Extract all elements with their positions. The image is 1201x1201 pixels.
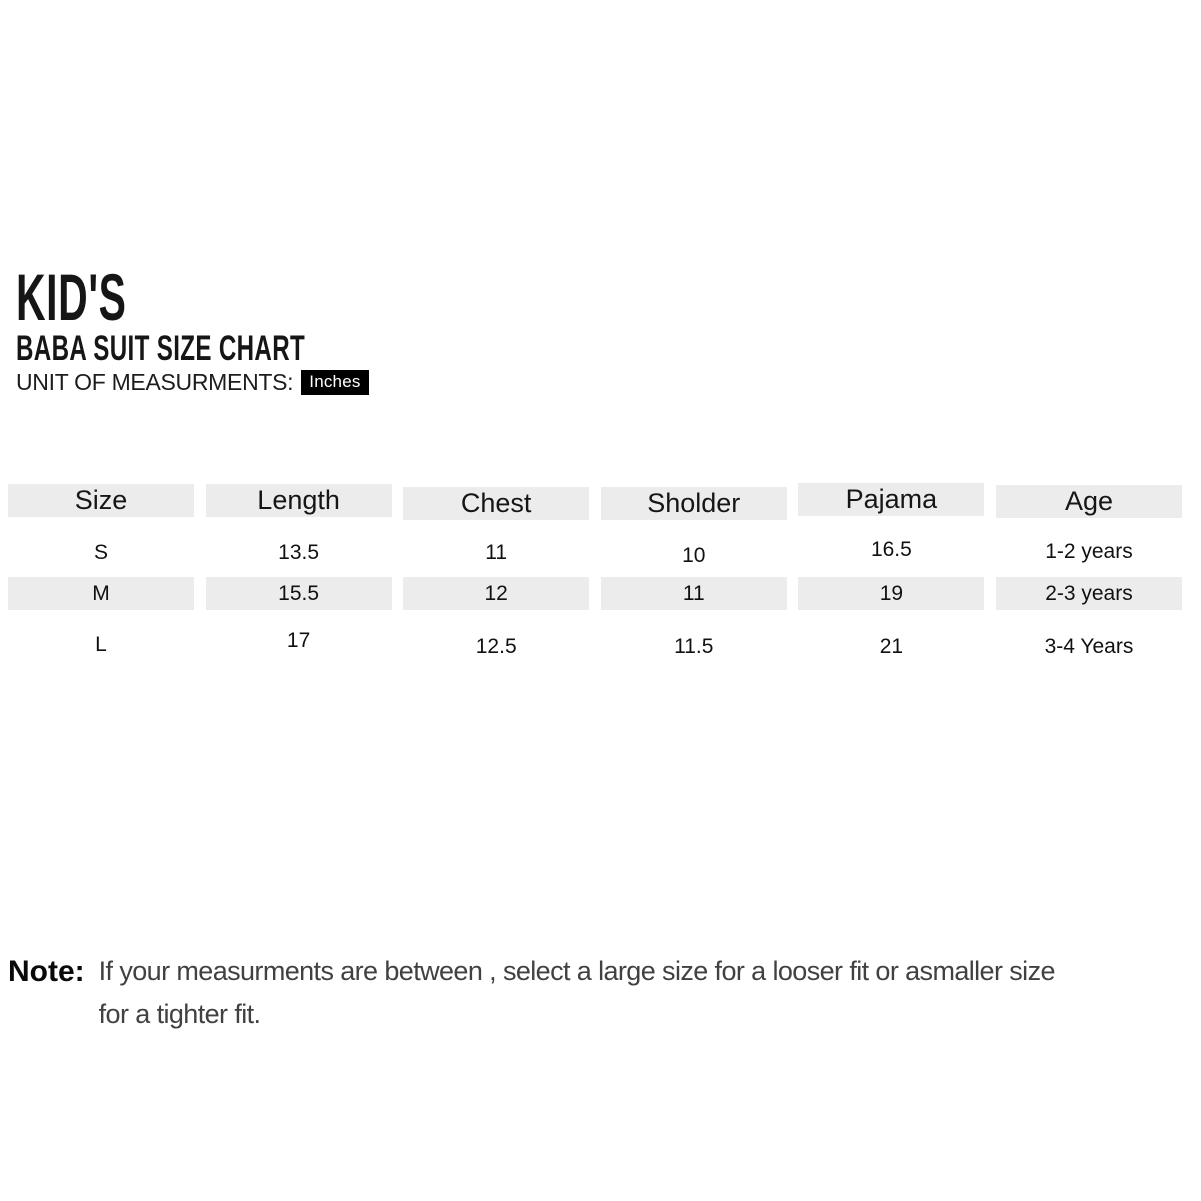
table-cell-chest-l: 12.5: [475, 635, 517, 658]
note-line-1: If your measurments are between , select a large size for a looser fit or asmaller size: [98, 956, 1055, 986]
table-cell-age-l: 3-4 Years: [1044, 635, 1134, 658]
unit-of-measurements-line: [16, 369, 435, 396]
column-header-chest: Chest: [403, 487, 589, 520]
table-cell-chest-m: 12: [403, 577, 589, 610]
column-header-sholder: Sholder: [601, 487, 787, 520]
column-header-age: Age: [996, 485, 1182, 518]
table-cell-sholder-s: 10: [682, 544, 706, 567]
table-cell-pajama-l: 21: [879, 635, 904, 658]
table-cell-length-s: 13.5: [278, 541, 320, 564]
page-subtitle: BABA SUIT SIZE CHART: [16, 329, 306, 368]
note-text: [99, 950, 1055, 1036]
table-cell-chest-s: 11: [485, 541, 508, 564]
table-column-age: [996, 484, 1182, 664]
note-label: Note:: [8, 955, 85, 988]
unit-value-badge: Inches: [301, 370, 368, 395]
table-cell-size-m: M: [8, 577, 194, 610]
table-cell-age-m: 2-3 years: [996, 577, 1182, 610]
title-block: [16, 260, 435, 396]
table-cell-length-l: 17: [286, 629, 311, 652]
note-section: [8, 950, 1055, 1036]
column-header-pajama: Pajama: [798, 483, 984, 516]
unit-label: UNIT OF MEASURMENTS:: [16, 369, 294, 395]
column-header-size: Size: [8, 484, 194, 517]
table-cell-length-m: 15.5: [206, 577, 392, 610]
table-column-length: [206, 484, 392, 664]
table-column-chest: [403, 484, 589, 664]
table-cell-sholder-m: 11: [601, 577, 787, 610]
table-cell-pajama-s: 16.5: [870, 538, 912, 561]
table-cell-age-s: 1-2 years: [1045, 540, 1133, 563]
page-title: KID'S: [16, 260, 127, 334]
note-line-2: for a tighter fit.: [98, 999, 261, 1029]
table-column-size: [8, 484, 194, 664]
table-column-pajama: [798, 484, 984, 664]
table-cell-size-s: S: [93, 541, 108, 564]
table-cell-sholder-l: 11.5: [674, 635, 714, 658]
table-column-sholder: [601, 484, 787, 664]
table-cell-size-l: L: [95, 633, 107, 656]
column-header-length: Length: [206, 484, 392, 517]
table-cell-pajama-m: 19: [798, 577, 984, 610]
size-table: [8, 484, 1182, 664]
